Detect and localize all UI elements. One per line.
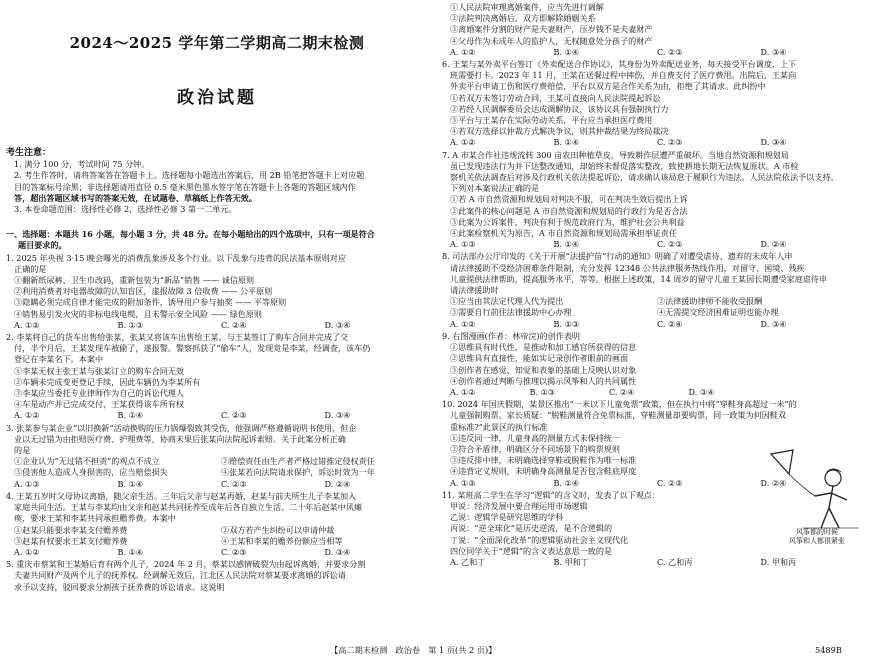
q5-option-4: ④父母作为未成年人的监护人，无权随意处分孩子的财产 [450,35,653,46]
q6-stem: 6. 王某与某外卖平台签订《外卖配送合作协议》，其身份为外卖配送业务，每天接受平台调度，上下 [442,59,797,70]
q7-choice-b: B. ①④ [553,239,580,250]
q11-choices [442,557,864,568]
q7-choices [442,239,864,250]
q4-options-12 [6,525,428,536]
q3-option-4: ④张某若向法院请求保护，诉讼时效为一年 [221,467,375,478]
q2-stem-2: 付，半个月后，王某发现车被偷了，遂报警。警察抓获了“偷车”人，发现竟是李某，经调查，该车仍 [14,343,371,354]
q10-choice-c: C. ②③ [657,477,683,488]
q8-option-1: ①应当由其法定代理人代为提出 [450,296,564,307]
q1-stem-2: 正确的是 [14,263,47,274]
q2-choice-b: B. ①④ [117,410,144,421]
q3-option-3: ③侵害他人造成人身损害的，应当赔偿损失 [14,467,168,478]
cartoon-caption-line-1: 风筝都的时候 [796,528,838,536]
q6-option-2: ②若经人民调解委员会达成调解协议，该协议具有强制执行力 [450,103,669,114]
exam-title: 2024～2025 学年第二学期高二期末检测 [69,34,365,52]
q7-choice-d: D. ②④ [760,239,787,250]
q5-option-1: ①人民法院审理离婚案件，应当先进行调解 [450,2,604,12]
q7-stem-3: 察机关依法调查后对涉及行政机关依法提起诉讼，请求确认该局怠于履职行为违法。人民法院依法予以支持。 [450,172,839,183]
q7-choice-c: C. ②③ [657,239,683,250]
q4-option-3: ③赵某有权要求王某支付赡养费 [14,535,128,546]
q3-option-1: ①企业认为“无过错不担责”的观点不成立 [14,456,160,467]
q7-option-2: ②此案件的核心问题是 A 市自然资源和规划局的行政行为是否合法 [450,205,688,216]
question-3 [6,423,428,490]
q2-stem: 2. 李某将自己的货车出售给张某，张某又将该车出售给王某，与王某签订了购车合同并完成了交 [6,332,349,343]
q4-choice-c: C. ②③ [221,546,247,557]
q4-choice-a: A. ①② [14,546,40,557]
q2-option-1: ①李某无权主张王某与张某订立的购车合同无效 [14,365,184,376]
q10-stem-3: 重标准?”此景区的执行标准 [450,421,548,432]
q8-choice-b: B. ①③ [553,318,580,329]
section-heading-2: 题目要求的。 [18,240,67,251]
q3-option-2: ②赔偿责任由生产者严格过错推定侵权责任 [221,456,375,467]
q3-options-34 [6,467,428,478]
question-6 [442,59,864,149]
q9-choice-c: C. ②④ [609,386,635,397]
footer-page-info: 【高二期末检测 政治卷 第 1 页(共 2 页)】 [330,645,497,655]
q8-stem-3: 儿童提供法律帮助，提高服务水平，等等。根据上述政策，14 周岁的留守儿童王某因长期遭受家庭虐待申 [450,273,828,284]
q1-choice-a: A. ①② [14,319,40,330]
q4-choice-d: D. ③④ [324,546,351,557]
q5-choice-d: D. ③④ [760,46,787,57]
q5-choice-b: B. ①④ [553,46,580,57]
q10-choice-a: A. ①③ [450,477,476,488]
question-7 [442,150,864,251]
q11-choice-d: D. 甲和丙 [760,556,797,567]
q3-choice-d: D. ②④ [324,478,351,489]
q1-stem: 1. 2025 年央视 3·15 晚会曝光的消费乱象涉及多个行业。以下乱象与违背的民法基本原则对应 [6,252,346,263]
q11-option-2: 乙说：逻辑学是研究思维的学科 [450,512,564,523]
q7-stem-2: 虽已发现违法行为并下达整改通知，却始终未督促落实整改，致使耕地长期无法恢复原状。A 市检 [450,160,799,171]
q8-stem-4: 请法律援助时 [450,285,499,296]
q7-option-1: ①若 A 市自然资源和规划局对判决不服，可在判决生效后提出上诉 [450,194,688,205]
q8-option-2: ②法律援助律师不能收受报酬 [657,296,763,307]
q10-stem: 10. 2024 年国庆假期，某景区推出“一米以下儿童免票”政策，但在执行中将“穿鞋身高超过一米”的 [442,399,797,410]
q5-choice-a: A. ①② [450,46,476,57]
exam-subject: 政治试题 [177,88,257,108]
q5-choice-c: C. ②③ [657,46,683,57]
q8-option-4: ④无需提交经济困难证明也能办理 [657,307,779,318]
question-4 [6,491,428,558]
q5-option-3: ③离婚案件分割的财产是夫妻财产，压岁钱不是夫妻财产 [450,24,653,35]
question-5 [6,559,428,593]
q4-choice-b: B. ①④ [117,546,144,557]
q4-options-34 [6,536,428,547]
q5-stem-3: 求予以支持，驳回要求分割孩子抚养费的诉讼请求。这说明 [14,581,225,592]
q3-choice-a: A. ①③ [14,478,40,489]
notes-heading: 考生注意： [6,148,52,158]
q4-choices [6,547,428,558]
q3-stem-3: 的是 [14,445,31,456]
q8-choices [442,319,864,330]
q10-option-4: ④违背定义规则，未明确身高测量是否包含鞋底厚度 [450,466,637,477]
question-8 [442,251,864,329]
q7-option-4: ④此案检察机关为原告，A 市自然资源和规划局需承担举证责任 [450,228,677,239]
q3-choice-b: B. ①④ [117,478,144,489]
note-2a: 2. 考生作答时，请将答案答在答题卡上。选择题每小题选出答案后，用 2B 铅笔把答题卡上对应题 [14,170,365,181]
q11-stem: 11. 某班高二学生在学习“逻辑”的含义时，发表了以下观点： [442,489,660,500]
q8-options-34 [442,307,864,318]
q11-option-4: 丁说：“全面深化改革”的逻辑驱动社会主义现代化 [450,534,629,545]
q7-stem-4: 下列对本案说法正确的是 [450,183,540,194]
q11-choice-b: B. 甲和丁 [553,556,589,567]
q1-option-3: ③隐瞒必须完成自律才能完成的附加条件，诱导用户参与抽奖 —— 平等原则 [14,297,287,308]
q4-stem-2: 家庭共同生活。王某与李某均由父亲和赵某共同抚养至成年后各自独立生活。二十年后赵某中风瘫 [14,502,363,513]
note-1: 1. 满分 100 分，考试时间 75 分钟。 [14,159,150,170]
note-2b: 目的答案标号涂黑；非选择题请用直径 0.5 毫米黑色墨水签字笔在答题卡上各题的答题区域内作 [14,181,356,192]
section-heading: 一、选择题：本题共 16 小题，每小题 3 分，共 48 分。在每小题给出的四个选项中，只有一项是符合 [6,229,375,240]
left-column [6,0,428,593]
q6-choice-b: B. ①④ [553,137,580,148]
q10-option-3: ③违反排中律，未明确选择穿鞋或脱鞋作为唯一标准 [450,455,637,466]
q11-choice-c: C. 乙和丙 [657,556,693,567]
q10-option-1: ①违反同一律，儿童身高的测量方式未保持统一 [450,432,620,443]
q1-choice-b: B. ①③ [117,319,144,330]
q2-option-3: ③李某应当委托专业律师作为自己的诉讼代理人 [14,388,184,399]
cartoon-caption [772,528,862,546]
q5-choices [442,47,864,58]
q3-stem-2: 业以无过错为由拒赔医疗费、护理费等，协商未果后张某向法院起诉索赔。关于此案分析正确 [14,433,346,444]
q4-option-4: ④王某和李某的赡养份额应当相等 [221,535,343,546]
q11-option-1: 甲说：经济发展中要合理运用市场逻辑 [450,500,588,511]
q7-choice-a: A. ①③ [450,239,476,250]
note-3: 3. 本卷命题范围：选择性必修 2，选择性必修 3 第一二单元。 [14,204,237,215]
q9-option-3: ③创作者在感觉、知觉和表象的基础上反映认识对象 [450,364,637,375]
q4-stem-3: 痪，要求王某和李某共同承担赡养费。本案中 [14,513,176,524]
q5-option-2: ②法院判决离婚后，双方即解除婚姻关系 [450,13,596,24]
q11-choice-a: A. 乙和丁 [450,556,486,567]
q2-choice-a: A. ①② [14,410,40,421]
q10-stem-2: 儿童强制购票。家长质疑：“脱鞋测量符合免票标准，穿鞋测量却要购票，同一政策为何因鞋双 [450,410,786,421]
q11-option-3: 丙说：“逆全球化”是历史逆流，是不合逻辑的 [450,523,613,534]
q8-stem-2: 请法律援助不受经济困难条件限制，充分发挥 12348 公共法律服务热线作用，对留守、困境、残疾 [450,262,805,273]
q10-choice-b: B. ①④ [553,477,580,488]
question-9 [442,331,864,398]
q6-option-1: ①若双方未签订劳动合同，王某可直接向人民法院提起诉讼 [450,92,661,103]
q10-option-2: ②符合矛盾律，明确区分不同场景下的购票规则 [450,443,620,454]
q6-choice-c: C. ②③ [657,137,683,148]
q8-options-12 [442,296,864,307]
q9-choice-a: A. ①② [450,386,476,397]
q11-stem-2: 四位同学关于“逻辑”的含义表达意思一致的是 [450,545,613,556]
q8-choice-a: A. ①② [450,318,476,329]
q8-stem: 8. 司法部办公厅印发的《关于开展“法援护苗”行动的通知》明确了对遭受虐待、遗弃的未成年人申 [442,251,793,262]
q5-stem: 5. 重庆市蔡某和王某婚后育有两个儿子，2024 年 2 月，蔡某以感情破裂为由起诉离婚，并要求分割 [6,559,366,570]
q9-option-4: ④创作者通过判断与推理以揭示风筝和人的共同属性 [450,375,637,386]
footer-code: 5489B [815,645,842,655]
q7-option-3: ③此案为公诉案件，判决有利于规范政府行为，维护社会公共利益 [450,216,685,227]
q2-option-4: ④车是动产并已完成交付，王某获得该车所有权 [14,399,184,410]
q4-option-1: ①赵某只能要求李某支付赡养费 [14,524,128,535]
q3-choice-c: C. ②③ [221,478,247,489]
q9-option-1: ①思维具有时代性，是推动和加工感官所获得的信息 [450,342,637,353]
q6-choice-a: A. ①② [450,137,476,148]
q9-choice-b: B. ①③ [529,386,556,397]
cartoon-caption-line-2: 风筝和人都很紧张 [789,537,845,545]
question-1 [6,253,428,331]
q1-choices [6,320,428,331]
q3-choices [6,479,428,490]
kite-cartoon-illustration [760,448,863,534]
q6-option-4: ④若双方选择以仲裁方式解决争议，则其仲裁结果为终局裁决 [450,126,669,137]
q6-choice-d: D. ③④ [760,137,787,148]
q9-choices [442,387,768,398]
q4-stem: 4. 王某五岁时父母协议离婚，随父亲生活。三年后父亲与赵某再婚，赵某与前夫所生儿子李某加入 [6,490,357,501]
q6-choices [442,137,864,148]
q9-stem: 9. 右图漫画(作者：林帝浣)的创作表明 [442,330,581,341]
q6-stem-2: 班需要打卡。2023 年 11 月，王某在送餐过程中摔伤，并自费支付了医疗费用。出院后，王某向 [450,70,797,81]
q7-stem: 7. A 市某合作社违规流转 300 亩农田种植草皮，导致耕作层遭严重破坏。当地自然资源和规划局 [442,149,789,160]
notes [6,159,428,215]
q3-stem: 3. 张某参与某企业“以旧换新”活动换购的压力锅爆裂致其受伤，他强调严格遵循说明书使用，但企 [6,422,357,433]
question-5-options [442,2,864,58]
q9-option-2: ②思维具有直接性，能如实记录创作者眼前的画面 [450,353,629,364]
q10-choice-d: D. ②④ [760,477,787,488]
q3-options-12 [6,456,428,467]
q8-option-3: ③需要自行前往法律援助中心办理 [450,307,572,318]
q2-stem-3: 登记在李某名下。本案中 [14,354,104,365]
q1-option-4: ④销售易引发火灾的非标电线电缆，且未警示安全风险 —— 绿色原则 [14,308,262,319]
q2-choice-d: D. ③④ [324,410,351,421]
q4-option-2: ②双方若产生纠纷可以申请仲裁 [221,524,335,535]
q1-choice-d: D. ③④ [324,319,351,330]
question-2 [6,332,428,422]
q2-option-2: ②车辆未完成变更登记手续，因此车辆仍为李某所有 [14,376,201,387]
q6-option-3: ③平台与王某存在实际劳动关系，平台应当承担医疗费用 [450,115,653,126]
q1-option-1: ①翻新纸尿裤、卫生巾改码，重新包装为“新品”销售 —— 诚信原则 [14,275,255,286]
note-2c: 答，超出答题区域书写的答案无效，在试题卷、草稿纸上作答无效。 [14,192,257,203]
q8-choice-c: C. ②④ [657,318,683,329]
q2-choice-c: C. ②③ [221,410,247,421]
q1-option-2: ②利用消费者对电器故障的认知盲区，虚报故障 3 倍收费 —— 公平原则 [14,286,273,297]
q2-choices [6,410,428,421]
q6-stem-3: 外卖平台申请工伤和医疗费赔偿，平台以双方是合作关系为由，拒绝了其请求。此纠纷中 [450,81,766,92]
q9-choice-d: D. ③④ [688,386,715,397]
q1-choice-c: C. ②④ [221,319,247,330]
q5-stem-2: 夫妻共同财产及两个儿子的抚养权。经调解无效后，江北区人民法院对蔡某要求离婚的诉讼请 [14,570,346,581]
q8-choice-d: D. ③④ [760,318,787,329]
